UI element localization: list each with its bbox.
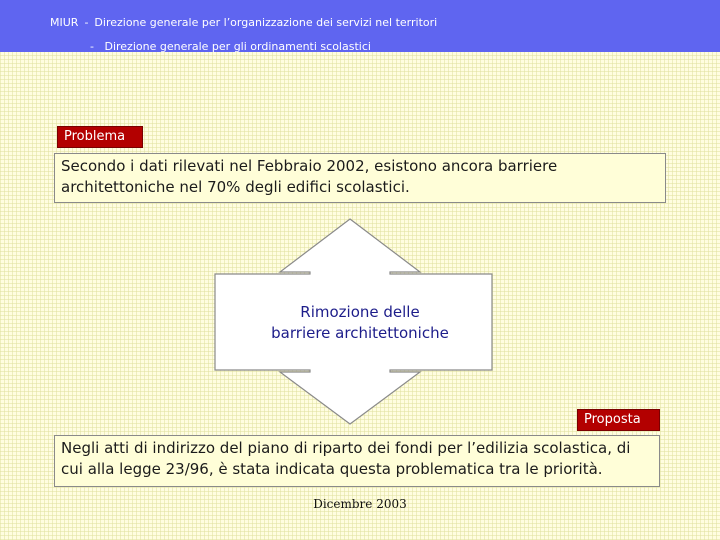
proposal-label: Proposta (577, 409, 660, 431)
header-line-1 (50, 16, 437, 29)
org-name: MIUR (50, 16, 79, 29)
header-line-2 (90, 40, 371, 53)
header-bar (0, 0, 720, 52)
header-separator-2: - (90, 40, 94, 53)
problem-text: Secondo i dati rilevati nel Febbraio 2002, esistono ancora barriere architettoniche nel 70% degli edifici scolastici. (54, 153, 666, 203)
central-topic-line-2: barriere architettoniche (271, 324, 449, 342)
header-directorate-2: Direzione generale per gli ordinamenti scolastici (104, 40, 371, 53)
proposal-text: Negli atti di indirizzo del piano di riparto dei fondi per l’edilizia scolastica, di cui alla legge 23/96, è stata indicata questa problematica tra le priorità. (54, 435, 660, 487)
central-topic-line-1: Rimozione delle (300, 303, 420, 321)
problem-label: Problema (57, 126, 143, 148)
central-topic (220, 302, 500, 344)
footer-date: Dicembre 2003 (313, 497, 407, 511)
header-separator-1: - (84, 16, 89, 29)
header-directorate-1: Direzione generale per l’organizzazione dei servizi nel territori (94, 16, 438, 29)
